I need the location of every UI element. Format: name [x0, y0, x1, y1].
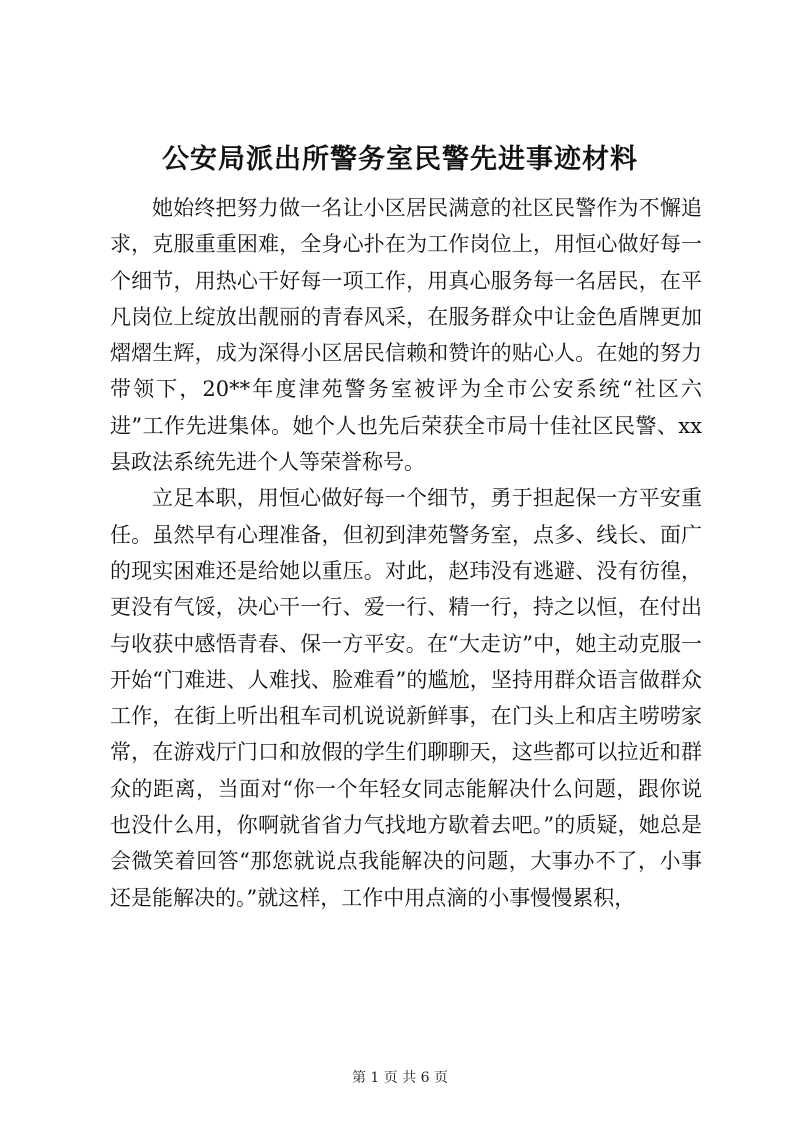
page-number-label: 第 1 页 共 6 页 — [351, 1070, 449, 1086]
paragraph-1: 她始终把努力做一名让小区居民满意的社区民警作为不懈追求，克服重重困难，全身心扑在为工作岗位上，用恒心做好每一个细节，用热心干好每一项工作，用真心服务每一名居民，在平凡岗位上绽放出靓丽的青春风采，在服务群众中让金色盾牌更加熠熠生辉，成为深得小区居民信赖和赞许的贴心人。在她的努力带领下，20**年度津苑警务室被评为全市公安系统“社区六进”工作先进集体。她个人也先后荣获全市局十佳社区民警、xx县政法系统先进个人等荣誉称号。 — [110, 196, 702, 475]
document-body — [110, 190, 702, 916]
page-footer — [0, 1068, 800, 1088]
paragraph-2: 立足本职，用恒心做好每一个细节，勇于担起保一方平安重任。虽然早有心理准备，但初到津苑警务室，点多、线长、面广的现实困难还是给她以重压。对此，赵玮没有逃避、没有彷徨，更没有气馁，决心干一行、爱一行、精一行，持之以恒，在付出与收获中感悟青春、保一方平安。在“大走访”中，她主动克服一开始“门难进、人难找、脸难看”的尴尬，坚持用群众语言做群众工作，在街上听出租车司机说说新鲜事，在门头上和店主唠唠家常，在游戏厅门口和放假的学生们聊聊天，这些都可以拉近和群众的距离，当面对“你一个年轻女同志能解决什么问题，跟你说也没什么用，你啊就省省力气找地方歇着去吧。”的质疑，她总是会微笑着回答“那您就说点我能解决的问题，大事办不了，小事还是能解决的。”就这样，工作中用点滴的小事慢慢累积， — [110, 486, 702, 910]
document-title: 公安局派出所警务室民警先进事迹材料 — [162, 144, 638, 175]
